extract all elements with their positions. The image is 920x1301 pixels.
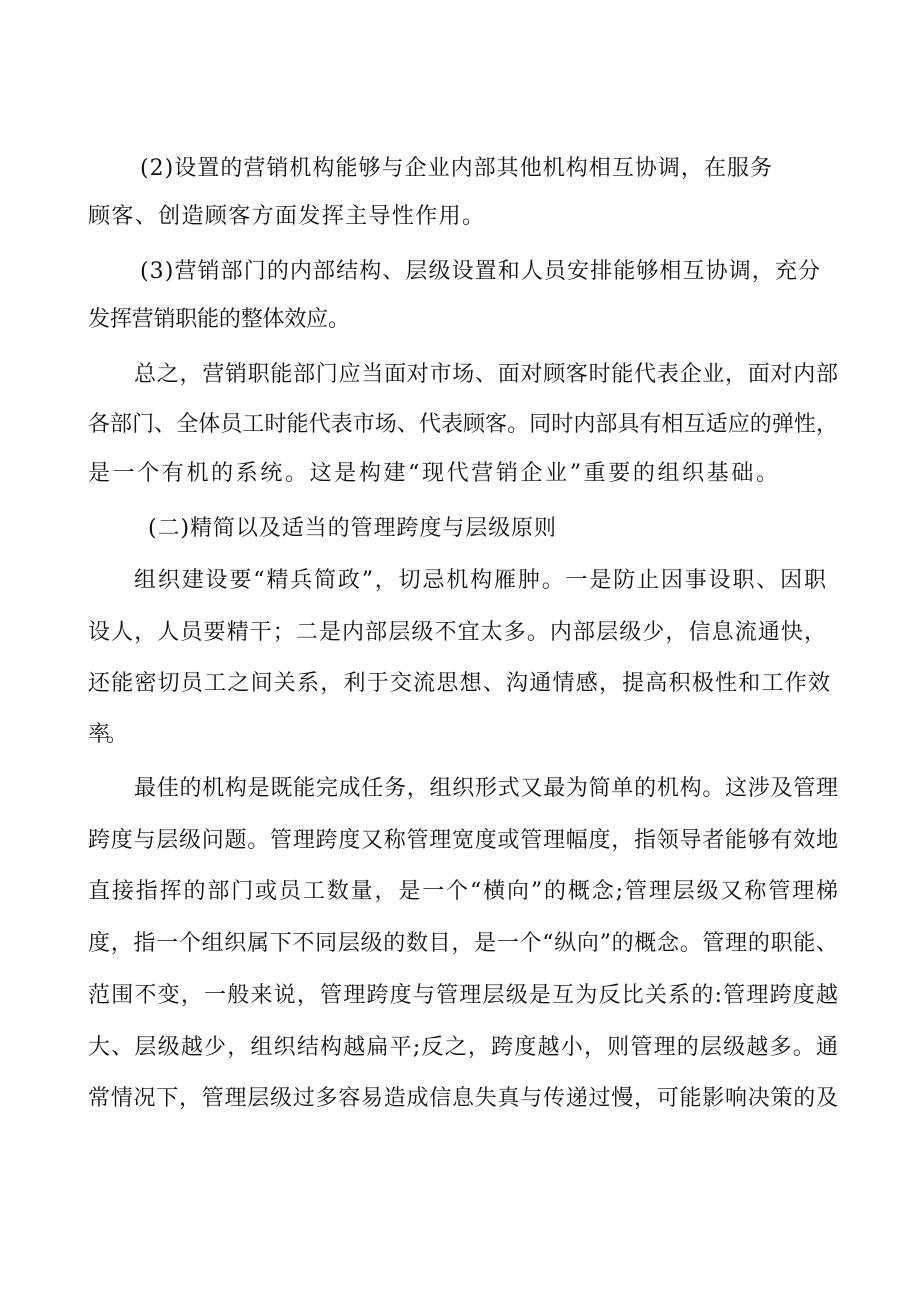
text-line: 大、层级越少，组织结构越扁平;反之，跨度越小，则管理的层级越多。通	[88, 1035, 840, 1060]
text-line: 各部门、全体员工时能代表市场、代表顾客。同时内部具有相互适应的弹性，	[88, 412, 839, 437]
text-line: 范围不变，一般来说，管理跨度与管理层级是互为反比关系的:管理跨度越	[88, 983, 840, 1008]
text-line: 常情况下，管理层级过多容易造成信息失真与传递过慢，可能影响决策的及	[88, 1086, 839, 1111]
text-line: 设人，人员要精干；二是内部层级不宜太多。内部层级少，信息流通快，	[88, 620, 828, 645]
text-line: 跨度与层级问题。管理跨度又称管理宽度或管理幅度，指领导者能够有效地	[88, 828, 839, 853]
text-line: 直接指挥的部门或员工数量，是一个“横向”的概念;管理层级又称管理梯	[88, 879, 840, 904]
text-line: 总之，营销职能部门应当面对市场、面对顾客时能代表企业，面对内部	[134, 362, 839, 387]
text-line: 度，指一个组织属下不同层级的数目，是一个“纵向”的概念。管理的职能、	[88, 931, 839, 956]
text-line: (3)营销部门的内部结构、层级设置和人员安排能够相互协调，充分	[140, 259, 822, 284]
text-line: 最佳的机构是既能完成任务，组织形式又最为简单的机构。这涉及管理	[134, 776, 839, 801]
text-line: 是一个有机的系统。这是构建“现代营销企业”重要的组织基础。	[88, 461, 781, 486]
text-line: (2)设置的营销机构能够与企业内部其他机构相互协调，在服务	[140, 156, 774, 181]
text-line: 率。	[88, 722, 124, 747]
section-heading: (二)精简以及适当的管理跨度与层级原则	[148, 516, 557, 541]
text-line: 还能密切员工之间关系，利于交流思想、沟通情感，提高积极性和工作效	[88, 671, 832, 696]
text-line: 发挥营销职能的整体效应。	[88, 307, 350, 332]
text-line: 顾客、创造顾客方面发挥主导性作用。	[88, 204, 486, 229]
text-line: 组织建设要“精兵简政”，切忌机构雁肿。一是防止因事设职、因职	[134, 568, 828, 593]
